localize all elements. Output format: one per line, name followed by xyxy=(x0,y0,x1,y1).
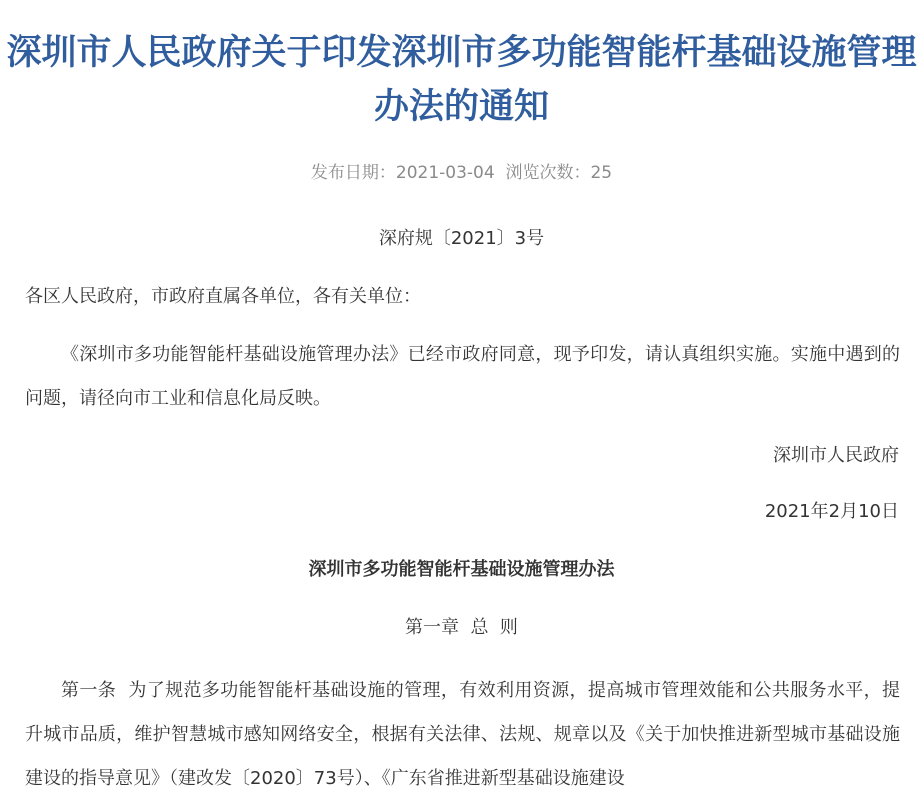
article-1: 第一条 为了规范多功能智能杆基础设施的管理，有效利用资源，提高城市管理效能和公共服务水平，提升城市品质，维护智慧城市感知网络安全，根据有关法律、法规、规章以及《关于加快推进新型城市基础设施建设的指导意见》（建改发〔2020〕73号）、《广东省推进新型基础设施建设 xyxy=(25,680,900,789)
notice-body: 《深圳市多功能智能杆基础设施管理办法》已经市政府同意，现予印发，请认真组织实施。实施中遇到的问题，请径向市工业和信息化局反映。 xyxy=(25,344,900,409)
chapter-heading: 第一章 总 则 xyxy=(405,617,518,638)
addressee: 各区人民政府，市政府直属各单位，各有关单位： xyxy=(25,286,421,307)
issue-date: 2021年2月10日 xyxy=(764,501,899,522)
issuer: 深圳市人民政府 xyxy=(773,445,899,466)
notice-title: 深圳市人民政府关于印发深圳市多功能智能杆基础设施管理办法的通知 xyxy=(6,33,917,127)
document-number: 深府规〔2021〕3号 xyxy=(378,228,545,249)
attachment-title: 深圳市多功能智能杆基础设施管理办法 xyxy=(308,559,615,580)
publish-meta: 发布日期：2021-03-04 浏览次数：25 xyxy=(310,163,613,183)
